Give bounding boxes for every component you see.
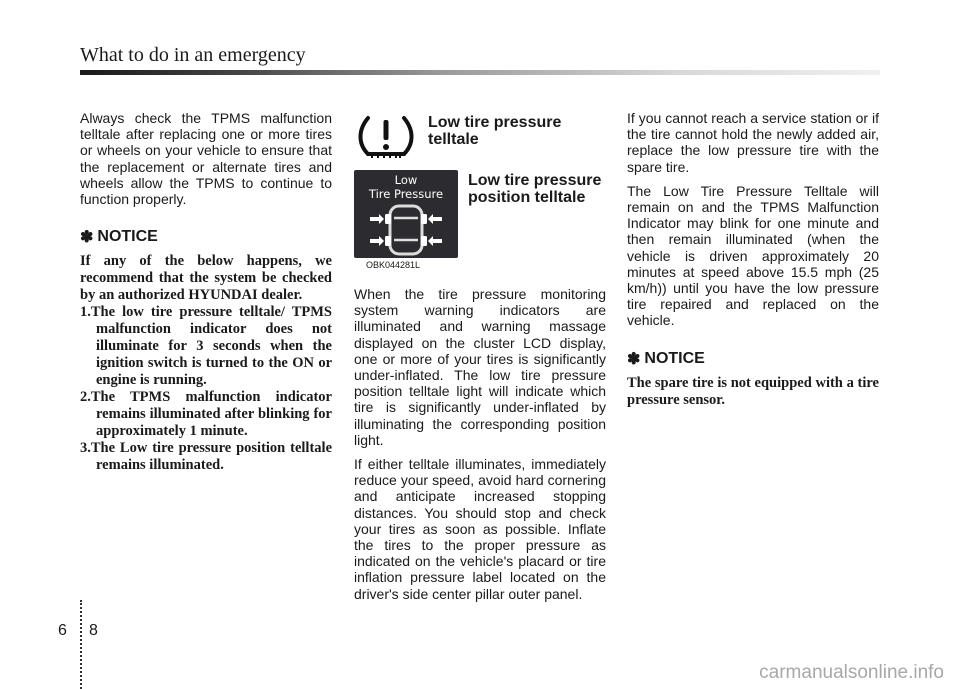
position-telltale-row xyxy=(354,170,606,258)
column-middle xyxy=(354,110,606,610)
position-telltale-heading: Low tire pressure position telltale xyxy=(468,172,602,206)
indicator-label-line1: Low xyxy=(394,173,418,187)
car-topview-icon xyxy=(354,202,458,258)
page-header-title: What to do in an emergency xyxy=(80,44,306,66)
chapter-number: 6 xyxy=(58,622,67,639)
position-telltale-image xyxy=(354,170,458,258)
paragraph: The Low Tire Pressure Telltale will remain on and the TPMS Malfunction Indicator may blink for one minute and then remain illuminated (when the vehicle is driven approximately 20 minutes at speed above 15.5 mph (25 km/h)) until you have the low pressure tire repaired and replaced on the vehicle. xyxy=(627,182,879,329)
low-tire-pressure-telltale-row xyxy=(354,110,606,160)
column-left xyxy=(80,110,332,474)
notice-text: If any of the below happens, we recommend that the system be checked by an authorized HYUNDAI dealer. xyxy=(80,253,332,304)
notice-label: NOTICE xyxy=(97,228,158,246)
cross-star-icon: ✽ xyxy=(80,229,94,247)
notice-item: 3.The Low tire pressure position telltale remains illuminated. xyxy=(80,440,332,474)
column-right xyxy=(627,110,879,409)
notice-item: 2.The TPMS malfunction indicator remains illuminated after blinking for approximately 1 minute. xyxy=(80,389,332,440)
low-tire-pressure-telltale-heading: Low tire pressure telltale xyxy=(428,114,562,148)
watermark-text: carmanualsonline.info xyxy=(759,662,944,683)
tpms-warning-icon xyxy=(354,110,418,160)
paragraph: If either telltale illuminates, immediately reduce your speed, avoid hard cornering and anticipate increased stopping distances. You should stop and check your tires as soon as possible. Inflate the tires to the proper pressure as indicated on the vehicle's placard or tire inflation pressure label located on the driver's side center pillar outer panel. xyxy=(354,456,606,602)
header-divider xyxy=(80,70,880,75)
notice-label: NOTICE xyxy=(644,349,705,367)
paragraph: When the tire pressure monitoring system warning indicators are illuminated and warning massage displayed on the cluster LCD display, one or more of your tires is significantly under-inflated. The low tire pressure position telltale light will indicate which tire is significantly under-inflated by illuminating the corresponding position light. xyxy=(354,286,606,448)
notice-list xyxy=(80,304,332,474)
indicator-label-line2: Tire Pressure xyxy=(368,187,444,201)
page-number: 8 xyxy=(89,622,98,639)
notice-text: The spare tire is not equipped with a tire pressure sensor. xyxy=(627,374,879,408)
notice-heading xyxy=(627,349,879,369)
intro-paragraph: Always check the TPMS malfunction telltale after replacing one or more tires or wheels on your vehicle to ensure that the replacement or alternate tires and wheels allow the TPMS to continue to function properly. xyxy=(80,110,332,208)
notice-item: 1.The low tire pressure telltale/ TPMS malfunction indicator does not illuminate for 3 seconds when the ignition switch is turned to the ON or engine is running. xyxy=(80,304,332,389)
cross-star-icon: ✽ xyxy=(627,350,641,368)
footer-divider xyxy=(80,600,82,689)
image-code: OBK044281L xyxy=(366,260,421,270)
paragraph: If you cannot reach a service station or if the tire cannot hold the newly added air, replace the low pressure tire with the spare tire. xyxy=(627,110,879,175)
notice-heading xyxy=(80,227,332,247)
